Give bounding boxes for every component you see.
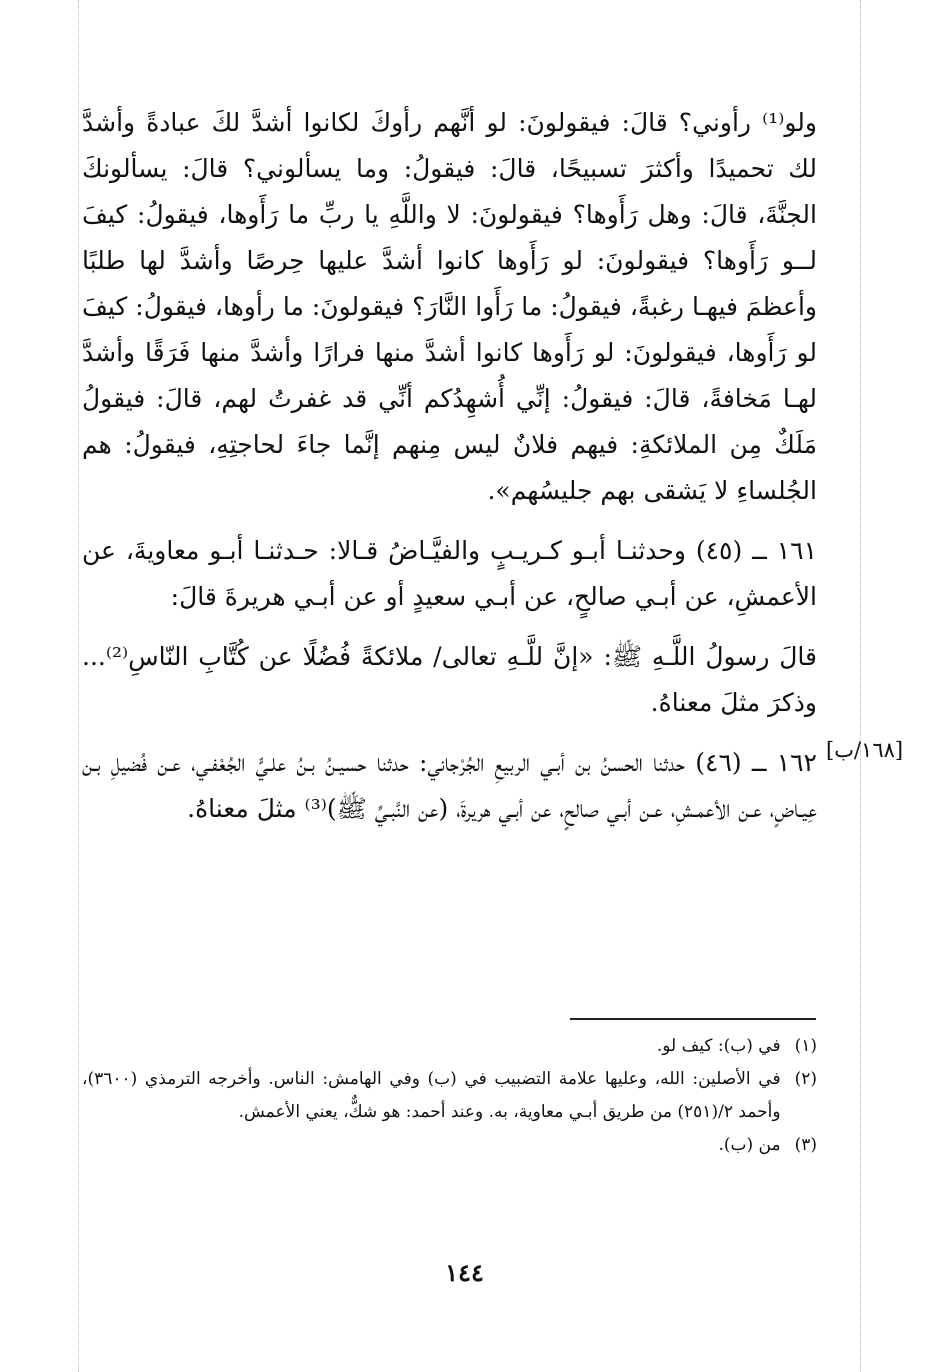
main-text <box>82 100 817 832</box>
footnote-number: (١) <box>794 1036 817 1056</box>
footnote-number: (٣) <box>794 1135 817 1155</box>
footnote-text: في (ب): كيف لو. <box>656 1036 781 1056</box>
scan-edge-left <box>78 0 79 1372</box>
paragraph-hadith-continuation: ولو⁽¹⁾ رأوني؟ قالَ: فيقولونَ: لو أنَّهم رأوكَ لكانوا أشدَّ لكَ عبادةً وأشدَّ لك تحميدًا وأكثرَ تسبيحًا، قالَ: فيقولُ: وما يسألوني؟ قالَ: يسألونكَ الجنَّةَ، قالَ: وهل رَأَوها؟ فيقولونَ: لا واللَّهِ يا ربِّ ما رَأَوها، فيقولُ: كيفَ لــو رَأَوها؟ فيقولونَ: لو رَأَوها كانوا أشدَّ عليها حِرصًا وأشدَّ لها طلبًا وأعظمَ فيهـا رغبةً، فيقولُ: ما رَأَوا النَّارَ؟ فيقولونَ: ما رأوها، فيقولُ: كيفَ لو رَأَوها، فيقولونَ: لو رَأَوها كانوا أشدَّ منها فرارًا وأشدَّ منها فَرَقًا وأشدَّ لهـا مَخافةً، قالَ: فيقولُ: إنِّي أُشهِدُكم أنِّي قد غفرتُ لهم، قالَ: فيقولُ مَلَكٌ مِن الملائكةِ: فيهم فلانٌ ليس مِنهم إنَّما جاءَ لحاجتِهِ، فيقولُ: هم الجُلساءِ لا يَشقى بهم جليسُهم». <box>82 108 817 505</box>
manuscript-folio-reference: [١٦٨/ب] <box>826 738 904 762</box>
footnote-item <box>82 1030 817 1063</box>
footnote-number: (٢) <box>794 1069 817 1089</box>
paragraph-hadith-162: ١٦٢ ــ (٤٦) حدثنا الحسنُ بن أبـي الربيعِ الجُرْجاني: حدثنا حسيـنُ بـنُ علـيٍّ الجُعْفـي، عـن فُضيلِ بـن عِيـاضٍ، عـن الأعمـشِ، عـن أبـي صالحٍ، عن أبـي هريرةَ، (عن النَّبـيِّ ﷺ)⁽³⁾ مثلَ معناهُ. <box>82 748 817 823</box>
scan-edge-right <box>860 0 861 1372</box>
footnote-separator <box>570 1018 816 1020</box>
footnotes <box>82 1030 817 1162</box>
footnote-item <box>82 1129 817 1162</box>
page-number: ١٤٤ <box>445 1258 484 1287</box>
paragraph-prophet-saying: قالَ رسولُ اللَّـهِ ﷺ: «إنَّ للَّـهِ تعالى/ ملائكةً فُضُلًا عن كُتَّابِ النّاسِ⁽²⁾... وذكرَ مثلَ معناهُ. <box>82 642 817 717</box>
footnote-text: في الأصلين: الله، وعليها علامة التضبيب في (ب) وفي الهامش: الناس. وأخرجه الترمذي (٣٦٠٠)، وأحمد ٢/(٢٥١) من طريق أبـي معاوية، به. وعند أحمد: هو شكٌّ، يعني الأعمش. <box>82 1069 781 1122</box>
footnote-item <box>82 1063 817 1129</box>
footnote-text: من (ب). <box>718 1135 781 1155</box>
paragraph-hadith-161: ١٦١ ــ (٤٥) وحدثنـا أبـو كـريـبٍ والفيَّـاضُ قـالا: حـدثنـا أبـو معاويةَ، عن الأعمشِ، عن أبـي صالحٍ، عن أبـي سعيدٍ أو عن أبـي هريرةَ قالَ: <box>82 536 818 611</box>
